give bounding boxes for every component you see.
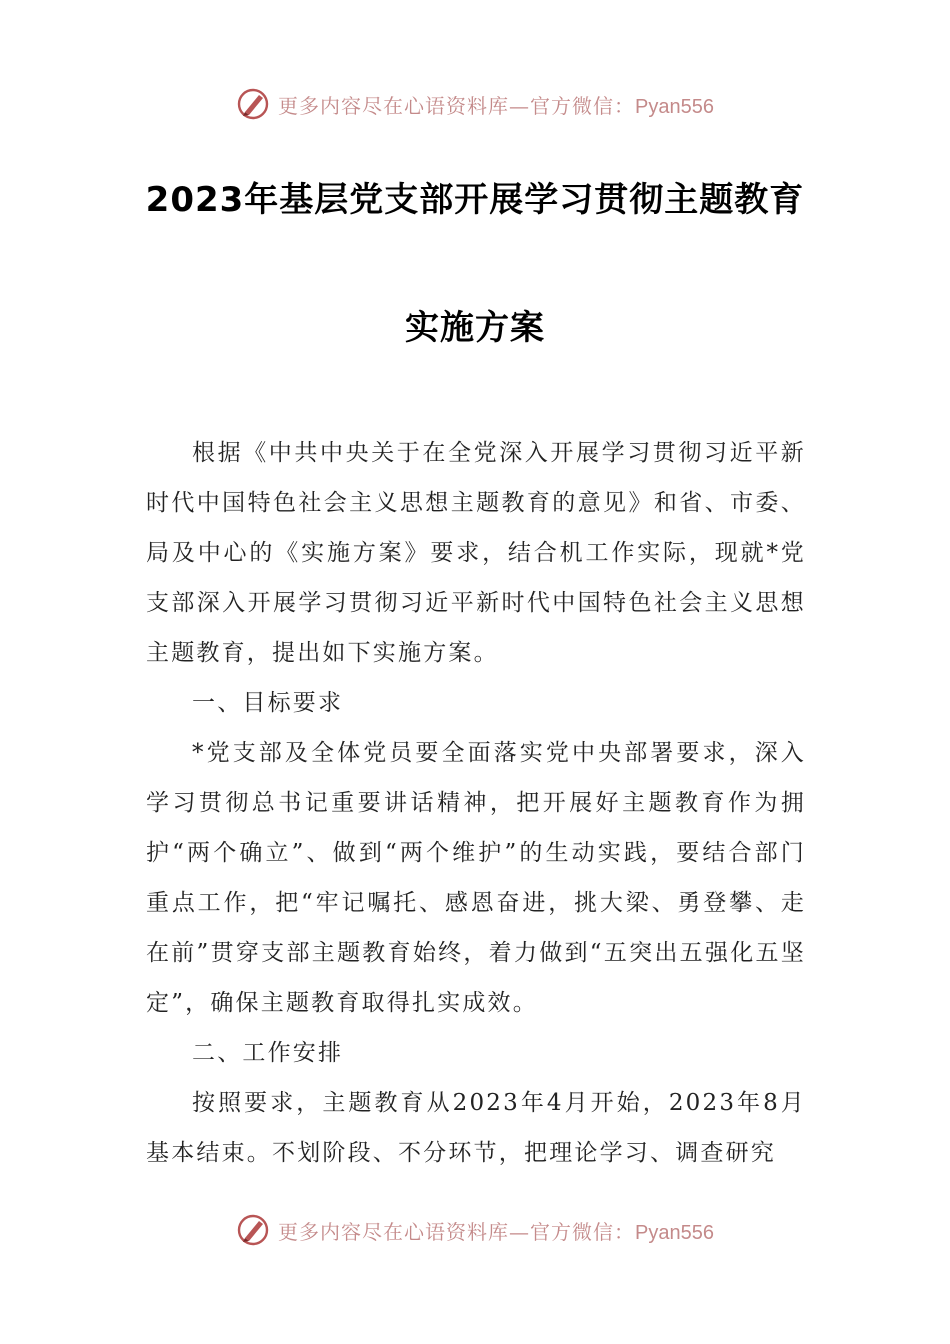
watermark-text: 更多内容尽在心语资料库—官方微信：Pyan556 [278,1219,714,1244]
section-heading-goals: 一、目标要求 [192,690,344,716]
document-title-line-2: 实施方案 [405,308,545,348]
paragraph-intro: 根据《中共中央关于在全党深入开展学习贯彻习近平新时代中国特色社会主义思想主题教育的意见》和省、市委、局及中心的《实施方案》要求，结合机工作实际，现就*党支部深入开展学习贯彻习近平新时代中国特色社会主义思想主题教育，提出如下实施方案。 [146,440,806,666]
document-body [146,428,806,1178]
pen-logo-icon [236,87,270,121]
watermark-text: 更多内容尽在心语资料库—官方微信：Pyan556 [278,93,714,118]
watermark-footer [0,1210,950,1250]
paragraph-goals: *党支部及全体党员要全面落实党中央部署要求，深入学习贯彻总书记重要讲话精神，把开展好主题教育作为拥护“两个确立”、做到“两个维护”的生动实践，要结合部门重点工作，把“牢记嘱托、感恩奋进，挑大梁、勇登攀、走在前”贯穿支部主题教育始终，着力做到“五突出五强化五坚定”，确保主题教育取得扎实成效。 [146,740,806,1016]
section-heading-arrangements: 二、工作安排 [192,1040,344,1066]
document-title-line-1: 2023年基层党支部开展学习贯彻主题教育 [145,180,805,220]
watermark-header [0,84,950,124]
paragraph-arrangements: 按照要求，主题教育从2023年4月开始，2023年8月基本结束。不划阶段、不分环节，把理论学习、调查研究 [146,1090,806,1166]
pen-logo-icon [236,1213,270,1247]
